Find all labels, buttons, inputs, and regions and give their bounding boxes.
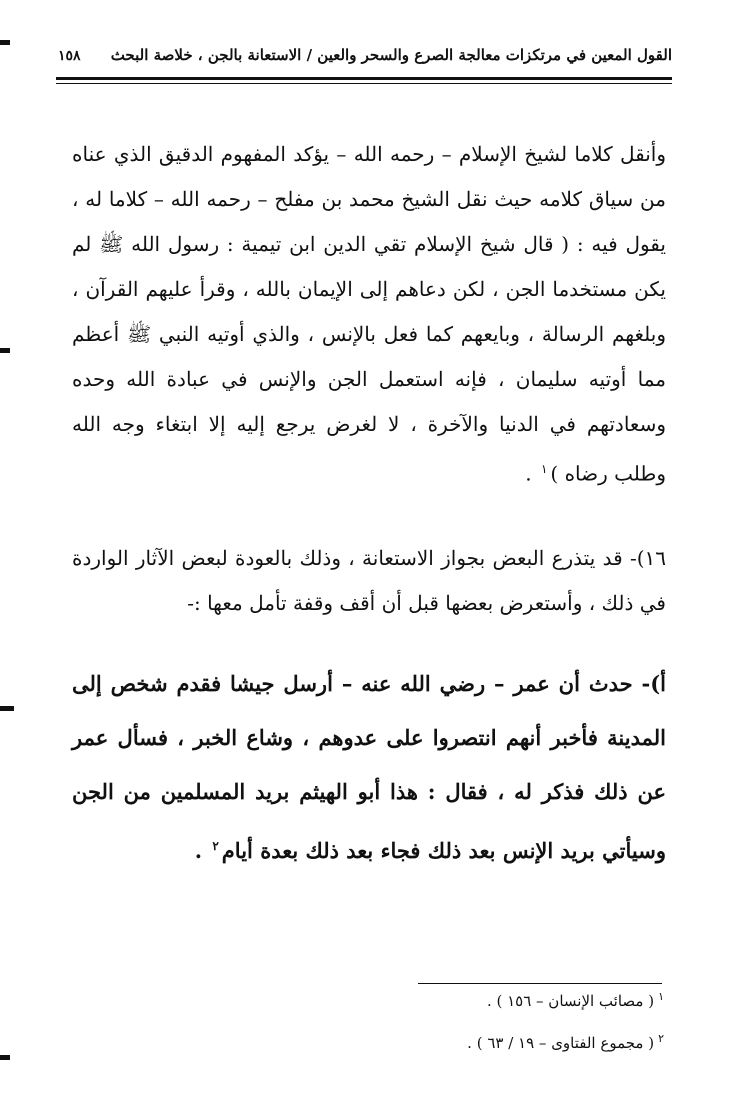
footnote-ref-1: ١: [540, 462, 548, 476]
left-edge-mark-bottom: [0, 1055, 10, 1060]
page-number: ١٥٨: [58, 48, 81, 64]
footnote-1: [487, 990, 664, 1010]
footnote-ref-2: ٢: [212, 839, 219, 853]
running-header: [58, 44, 672, 76]
paragraph-1-end: .: [525, 461, 538, 486]
header-rule-thick: [56, 77, 672, 80]
footnote-2-number: ٢: [658, 1032, 664, 1045]
header-rule-thin: [56, 83, 672, 84]
footnote-2: [467, 1032, 664, 1052]
paragraph-3-text: أ)- حدث أن عمر – رضي الله عنه – أرسل جيشا فقدم شخص إلى المدينة فأخبر أنهم انتصروا على عدوهم ، وشاع الخبر ، فسأل عمر عن ذلك فذكر له ، فقال : هذا أبو الهيثم بريد المسلمين من الجن وسيأتي بريد الإنس بعد ذلك فجاء بعد ذلك بعدة أيام: [72, 671, 666, 863]
paragraph-point-a-umar: [72, 657, 666, 878]
paragraph-point-16: [72, 536, 666, 626]
paragraph-1-text: وأنقل كلاما لشيخ الإسلام – رحمه الله – يؤكد المفهوم الدقيق الذي عناه من سياق كلامه حيث نقل الشيخ محمد بن مفلح – رحمه الله – كلاما له ، يقول فيه : ( قال شيخ الإسلام تقي الدين ابن تيمية : رسول الله ﷺ لم يكن مستخدما الجن ، لكن دعاهم إلى الإيمان بالله ، وقرأ عليهم القرآن ، وبلغهم الرسالة ، وبايعهم كما فعل بالإنس ، والذي أوتيه النبي ﷺ أعظم مما أوتيه سليمان ، فإنه استعمل الجن والإنس في عبادة الله وحده وسعادتهم في الدنيا والآخرة ، لا لغرض يرجع إليه إلا ابتغاء وجه الله وطلب رضاه ): [72, 142, 666, 486]
left-edge-mark-middle: [0, 348, 10, 353]
left-edge-mark-lower: [0, 706, 14, 711]
footnote-separator: [418, 983, 662, 984]
paragraph-3-end: .: [194, 838, 210, 863]
footnote-1-number: ١: [658, 990, 664, 1003]
running-header-title: القول المعين في مرتكزات معالجة الصرع والسحر والعين / الاستعانة بالجن ، خلاصة البحث: [110, 46, 672, 64]
footnote-2-text: ( مجموع الفتاوى – ١٩ / ٦٣ ) .: [467, 1034, 655, 1052]
left-edge-mark-top: [0, 40, 10, 45]
paragraph-quote-ibn-taymiyyah: [72, 132, 666, 497]
paragraph-2-text: ١٦)- قد يتذرع البعض بجواز الاستعانة ، وذلك بالعودة لبعض الآثار الواردة في ذلك ، وأستعرض بعضها قبل أن أقف وقفة تأمل معها :-: [72, 546, 666, 615]
footnote-1-text: ( مصائب الإنسان – ١٥٦ ) .: [486, 992, 655, 1010]
